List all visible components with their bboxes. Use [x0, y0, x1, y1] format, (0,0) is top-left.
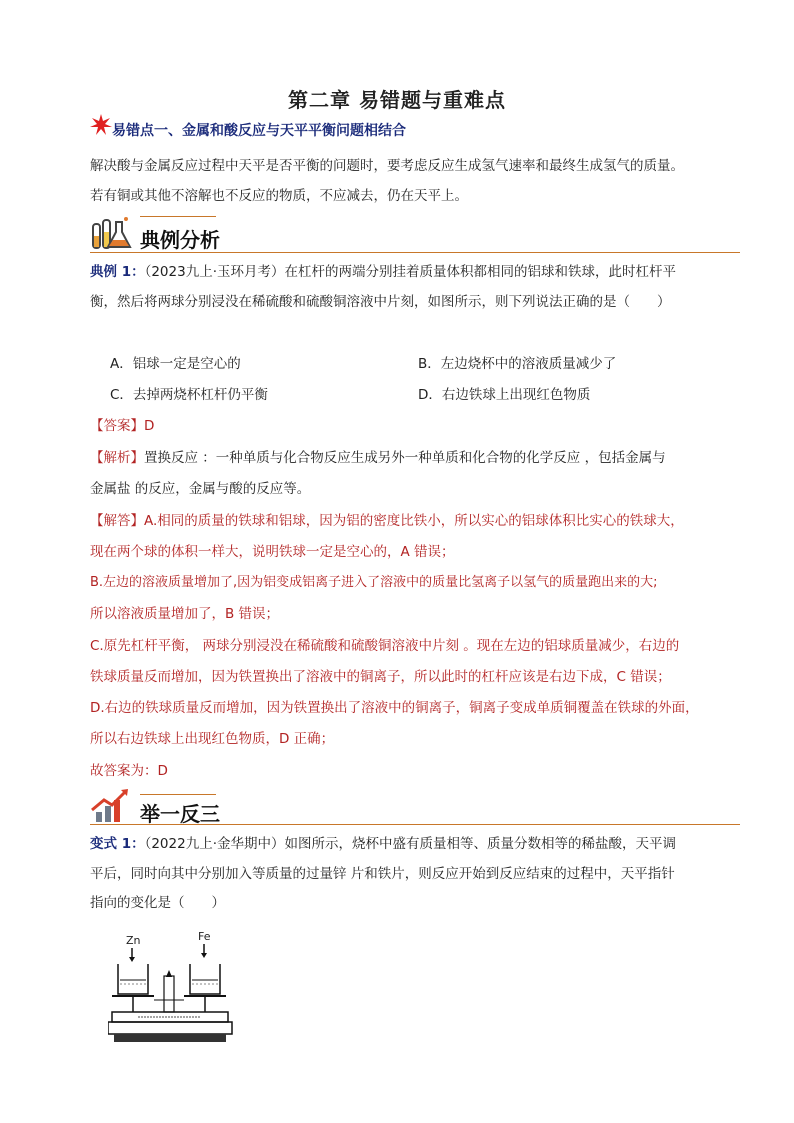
- solution-line-4: 所以溶液质量增加了，B 错误；: [90, 606, 280, 622]
- option-d: D．右边铁球上出现红色物质: [418, 387, 591, 403]
- growth-chart-icon: [90, 788, 130, 824]
- error-point-line-2: 若有铜或其他不溶解也不反应的物质，不应减去，仍在天平上。: [90, 188, 468, 204]
- fe-label: Fe: [198, 930, 211, 943]
- answer: 【答案】D: [90, 418, 155, 434]
- page-title: 第二章 易错题与重难点: [288, 88, 506, 112]
- starburst-icon: [90, 114, 112, 136]
- example-line-1: 典例 1：（2023九上·玉环月考）在杠杆的两端分别挂着质量体积都相同的铝球和铁球，此时杠杆平: [90, 264, 676, 280]
- balance-drawing: [108, 930, 238, 1050]
- variant-line-3: 指向的变化是（ ）: [90, 895, 225, 911]
- solution-line-6: 铁球质量反而增加，因为铁置换出了溶液中的铜离子，所以此时的杠杆应该是右边下成，C 错误；: [90, 669, 671, 685]
- example-line-2: 衡，然后将两球分别浸没在稀硫酸和硫酸铜溶液中片刻，如图所示，则下列说法正确的是（ ）: [90, 294, 671, 310]
- solution-line-1: 【解答】A.相同的质量的铁球和铝球，因为铝的密度比铁小，所以实心的铝球体积比实心的铁球大，: [90, 513, 684, 529]
- conclusion: 故答案为：D: [90, 763, 168, 779]
- section-divider-2: [90, 824, 740, 825]
- solution-line-2: 现在两个球的体积一样大，说明铁球一定是空心的，A 错误；: [90, 544, 455, 560]
- section-divider-top-2: [140, 794, 216, 795]
- analysis-line-2: 金属盐 的反应，金属与酸的反应等。: [90, 481, 311, 497]
- option-c: C．去掉两烧杯杠杆仍平衡: [110, 387, 268, 403]
- analysis-line-1: 【解析】置换反应 ：一种单质与化合物反应生成另外一种单质和化合物的化学反应 ，包括金属与: [90, 450, 666, 466]
- section-divider-top: [140, 216, 216, 217]
- example-tag: 典例 1：: [90, 264, 145, 280]
- solution-line-3: B.左边的溶液质量增加了,因为铝变成铝离子进入了溶液中的质量比氢离子以氢气的质量跑出来的大;: [90, 575, 658, 590]
- option-a: A．铝球一定是空心的: [110, 356, 241, 372]
- solution-line-7: D.右边的铁球质量反而增加，因为铁置换出了溶液中的铜离子，铜离子变成单质铜覆盖在铁球的外面，: [90, 700, 699, 716]
- error-point-line-1: 解决酸与金属反应过程中天平是否平衡的问题时，要考虑反应生成氢气速率和最终生成氢气的质量。: [90, 158, 684, 174]
- lab-flask-icon: [90, 214, 132, 252]
- option-b: B．左边烧杯中的溶液质量减少了: [418, 356, 617, 372]
- variant-line-1: 变式 1：（2022九上·金华期中）如图所示，烧杯中盛有质量相等、质量分数相等的稀盐酸，天平调: [90, 836, 676, 852]
- balance-figure: [108, 930, 238, 1050]
- variant-tag: 变式 1：: [90, 836, 145, 852]
- variant-line-2: 平后，同时向其中分别加入等质量的过量锌 片和铁片，则反应开始到反应结束的过程中，天平指针: [90, 866, 675, 882]
- solution-line-8: 所以右边铁球上出现红色物质，D 正确；: [90, 731, 335, 747]
- section-title-practice: 举一反三: [140, 802, 220, 826]
- section-divider: [90, 252, 740, 253]
- solution-line-5: C.原先杠杆平衡， 两球分别浸没在稀硫酸和硫酸铜溶液中片刻 。现在左边的铝球质量减少，右边的: [90, 638, 680, 654]
- section-title-examples: 典例分析: [140, 228, 220, 252]
- zn-label: Zn: [126, 934, 141, 947]
- error-point-heading: 易错点一、金属和酸反应与天平平衡问题相结合: [112, 123, 406, 139]
